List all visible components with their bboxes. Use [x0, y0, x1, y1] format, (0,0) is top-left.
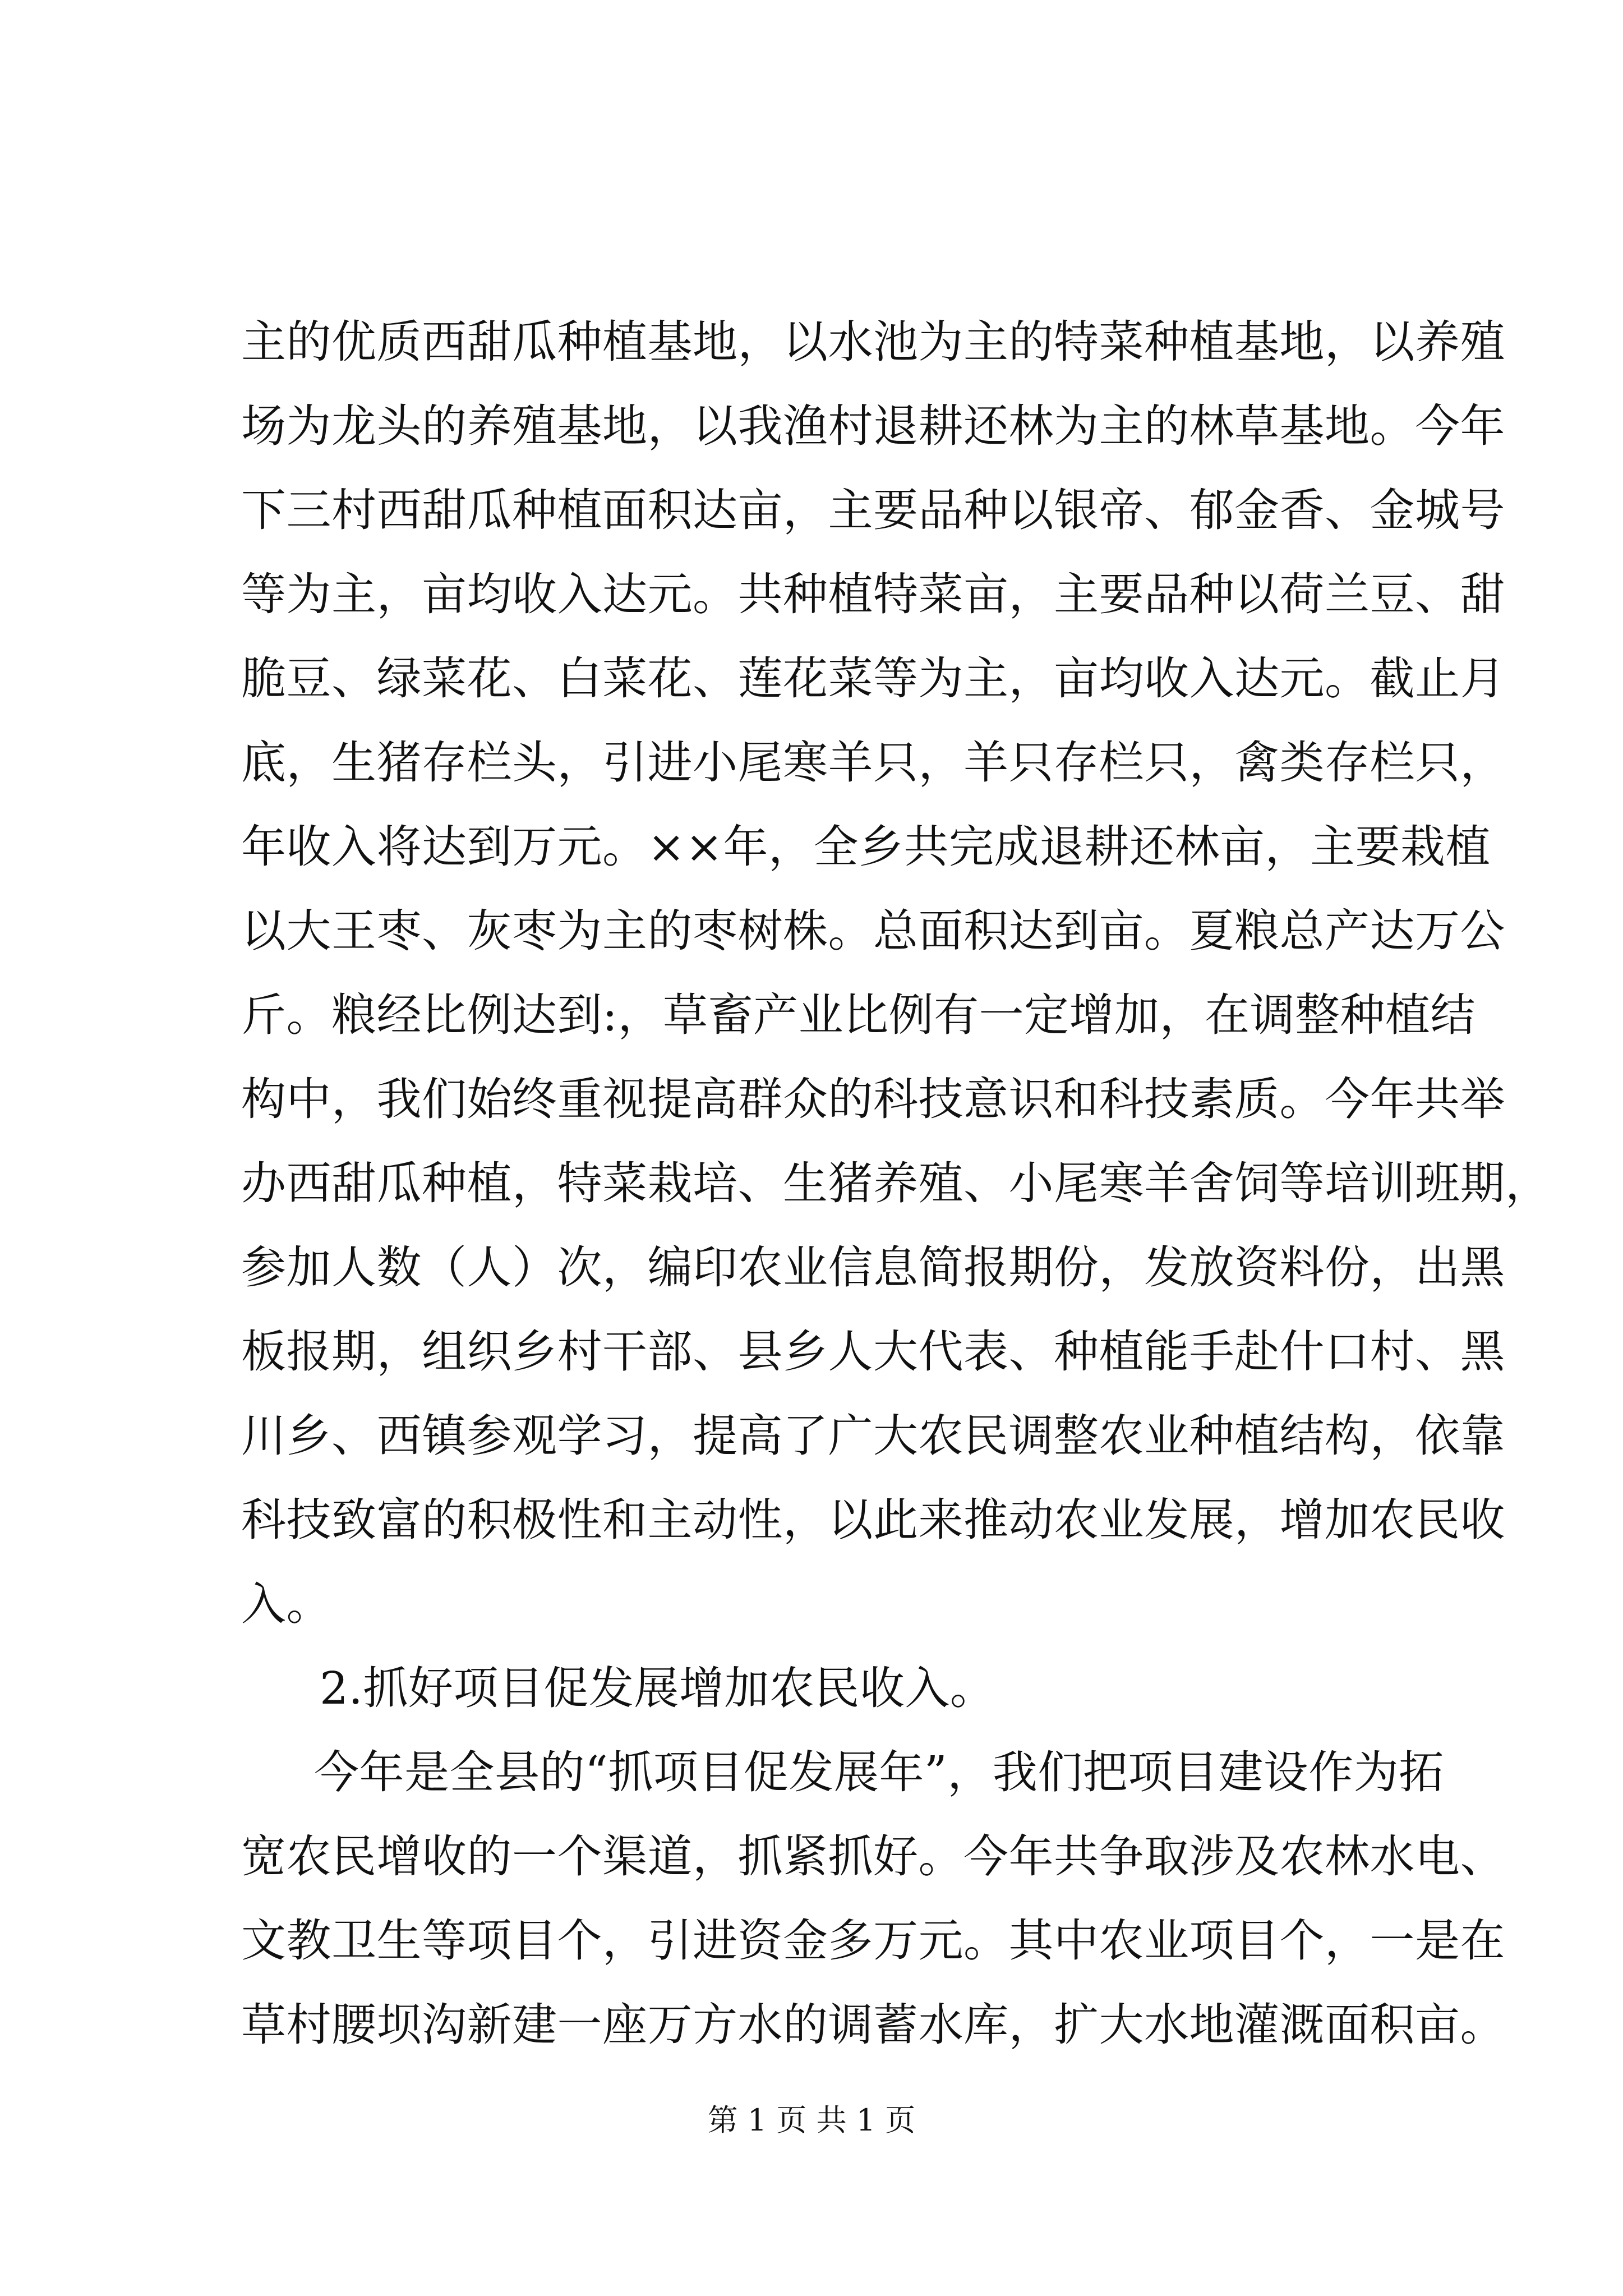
text-line: 办西甜瓜种植，特菜栽培、生猪养殖、小尾寒羊舍饲等培训班期，: [241, 1157, 1551, 1209]
page-number: 第 1 页 共 1 页: [707, 2102, 916, 2138]
document-body: [241, 300, 1551, 2067]
text-line: 年收入将达到万元。××年，全乡共完成退耕还林亩，主要栽植: [241, 821, 1491, 873]
text-line: 科技致富的积极性和主动性，以此来推动农业发展，增加农民收: [241, 1494, 1505, 1546]
text-line: 场为龙头的养殖基地，以我渔村退耕还林为主的林草基地。今年: [241, 400, 1505, 452]
text-line: 入。: [241, 1578, 331, 1630]
text-line: 今年是全县的“抓项目促发展年”，我们把项目建设作为拓: [314, 1746, 1444, 1798]
text-line: 川乡、西镇参观学习，提高了广大农民调整农业种植结构，依靠: [241, 1410, 1505, 1462]
text-line: 底，生猪存栏头，引进小尾寒羊只，羊只存栏只，禽类存栏只，: [241, 737, 1505, 789]
text-line: 参加人数（人）次，编印农业信息简报期份，发放资料份，出黑: [241, 1241, 1505, 1294]
text-line: 主的优质西甜瓜种植基地，以水池为主的特菜种植基地，以养殖: [241, 316, 1505, 368]
text-line: 板报期，组织乡村干部、县乡人大代表、种植能手赴什口村、黑: [241, 1326, 1505, 1378]
text-line: 脆豆、绿菜花、白菜花、莲花菜等为主，亩均收入达元。截止月: [241, 652, 1505, 705]
text-line: 下三村西甜瓜种植面积达亩，主要品种以银帝、郁金香、金城号: [241, 484, 1505, 536]
text-line: 等为主，亩均收入达元。共种植特菜亩，主要品种以荷兰豆、甜: [241, 568, 1505, 620]
text-line: 宽农民增收的一个渠道，抓紧抓好。今年共争取涉及农林水电、: [241, 1830, 1505, 1883]
section-heading: 2.抓好项目促发展增加农民收入。: [320, 1662, 995, 1714]
text-line: 构中，我们始终重视提高群众的科技意识和科技素质。今年共举: [241, 1073, 1505, 1125]
text-line: 草村腰坝沟新建一座万方水的调蓄水库，扩大水地灌溉面积亩。: [241, 1999, 1505, 2051]
text-line: 斤。粮经比例达到:，草畜产业比例有一定增加，在调整种植结: [241, 989, 1476, 1041]
text-line: 以大王枣、灰枣为主的枣树株。总面积达到亩。夏粮总产达万公: [241, 905, 1505, 957]
text-line: 文教卫生等项目个，引进资金多万元。其中农业项目个，一是在: [241, 1915, 1505, 1967]
